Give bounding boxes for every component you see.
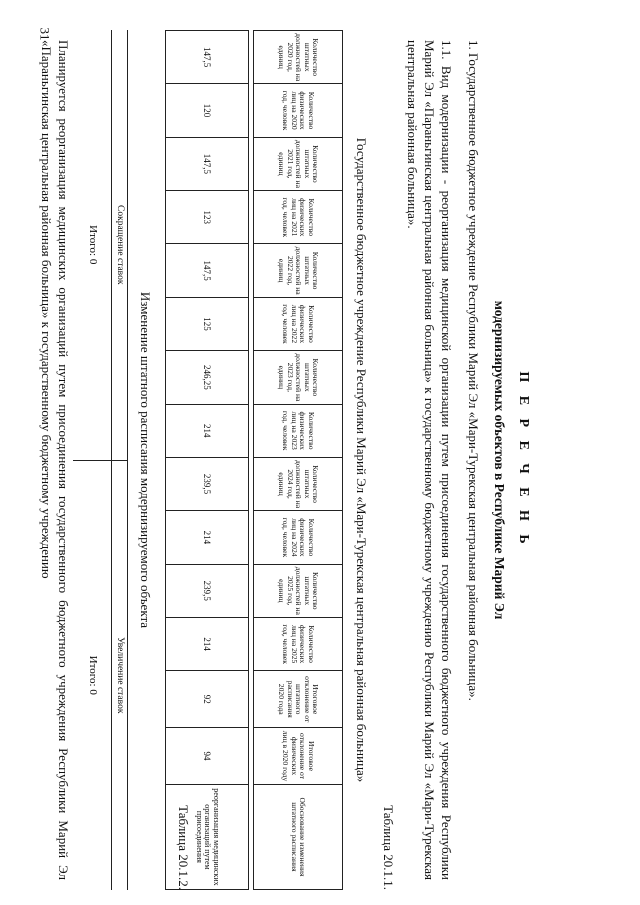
table-2-caption: Изменение штатного расписания модернизируемого объекта <box>138 291 153 629</box>
table-1-caption: Государственное бюджетное учреждение Республики Марий Эл «Мари-Турекская центральная районная больница» <box>354 137 369 783</box>
column-header: Количество штатных должностей на 2021 год, единиц <box>254 137 343 190</box>
table-cell: 147,5 <box>166 137 249 190</box>
column-header: Количество физических лиц на 2025 год, человек <box>254 617 343 670</box>
column-header: Количество физических лиц на 2024 год, человек <box>254 511 343 564</box>
table-1-label: Таблица 20.1.1. <box>381 805 396 890</box>
column-header: Итоговое отклонение от физических лиц в 2020 году <box>254 728 343 785</box>
table-cell: 214 <box>166 511 249 564</box>
table-cell: 125 <box>166 297 249 350</box>
table-cell: 214 <box>166 404 249 457</box>
table-cell: 239,5 <box>166 457 249 510</box>
table-cell: 94 <box>166 728 249 785</box>
column-header: Обоснование изменения штатного расписания <box>254 784 343 889</box>
table-cell: 147,5 <box>166 31 249 84</box>
column-header: Итоговое отклонение от штатного расписания 2020 года <box>254 671 343 728</box>
document-heading: П Е Р Е Ч Е Н Ь <box>516 371 531 549</box>
page-number: 31 <box>37 27 53 41</box>
table-cell: 147,5 <box>166 244 249 297</box>
page-content <box>20 20 620 900</box>
column-header: Количество штатных должностей на 2023 год, единиц <box>254 351 343 404</box>
table-row <box>73 30 112 890</box>
table-cell: 246,25 <box>166 351 249 404</box>
document-subheading: модернизируемых объектов в Республике Марий Эл <box>492 300 507 620</box>
increase-total: Итого: 0 <box>86 655 99 695</box>
table-cell: 92 <box>166 671 249 728</box>
staff-change-table <box>73 30 128 890</box>
column-header: Количество штатных должностей на 2025 год, единиц <box>254 564 343 617</box>
paragraph-plan: Планируется реорганизация медицинских организаций путем присоединения государственного бюджетного учреждения Республики Марий Эл «Параньгинская центральная районная больница» к государственному бюджетному учреждению <box>38 40 71 880</box>
table-cell-reason: реорганизация медицинских организаций путем присоединения <box>166 784 249 889</box>
table-row <box>166 31 249 890</box>
column-header: Количество физических лиц на 2022 год, человек <box>254 297 343 350</box>
column-header-increase: Увеличение ставок <box>112 460 128 890</box>
paragraph-modernization-type: 1.1. Вид модернизации - реорганизация медицинской организации путем присоединения государственного бюджетного учреждения Республики Марий Эл «Параньгинская центральная районная больница» к государственному бюджетному учреждению Республики Марий Эл «Мари-Турекская центральная районная больница». <box>404 40 454 880</box>
paragraph-institution: 1. Государственное бюджетное учреждение Республики Марий Эл «Мари-Турекская центральная районная больница». <box>466 40 481 701</box>
table-cell: 120 <box>166 84 249 137</box>
staff-change-header-row <box>112 30 128 890</box>
column-header: Количество штатных должностей на 2020 год, единиц <box>254 31 343 84</box>
table-cell: 214 <box>166 617 249 670</box>
column-header: Количество штатных должностей на 2022 год, единиц <box>254 244 343 297</box>
staffing-table <box>165 30 343 890</box>
column-header-reduction: Сокращение ставок <box>112 30 128 460</box>
table-2-label: Таблица 20.1.2. <box>176 805 191 890</box>
column-header: Количество штатных должностей на 2024 год, единиц <box>254 457 343 510</box>
table-cell: 123 <box>166 191 249 244</box>
table-cell: 239,5 <box>166 564 249 617</box>
column-header: Количество физических лиц на 2023 год, человек <box>254 404 343 457</box>
staffing-table-header-row <box>254 31 343 890</box>
table-spacer-row <box>249 31 254 890</box>
column-header: Количество физических лиц на 2021 год, человек <box>254 191 343 244</box>
reduction-total: Итого: 0 <box>73 30 112 460</box>
column-header: Количество физических лиц на 2020 год, человек <box>254 84 343 137</box>
table-spacer-cell <box>249 31 254 890</box>
